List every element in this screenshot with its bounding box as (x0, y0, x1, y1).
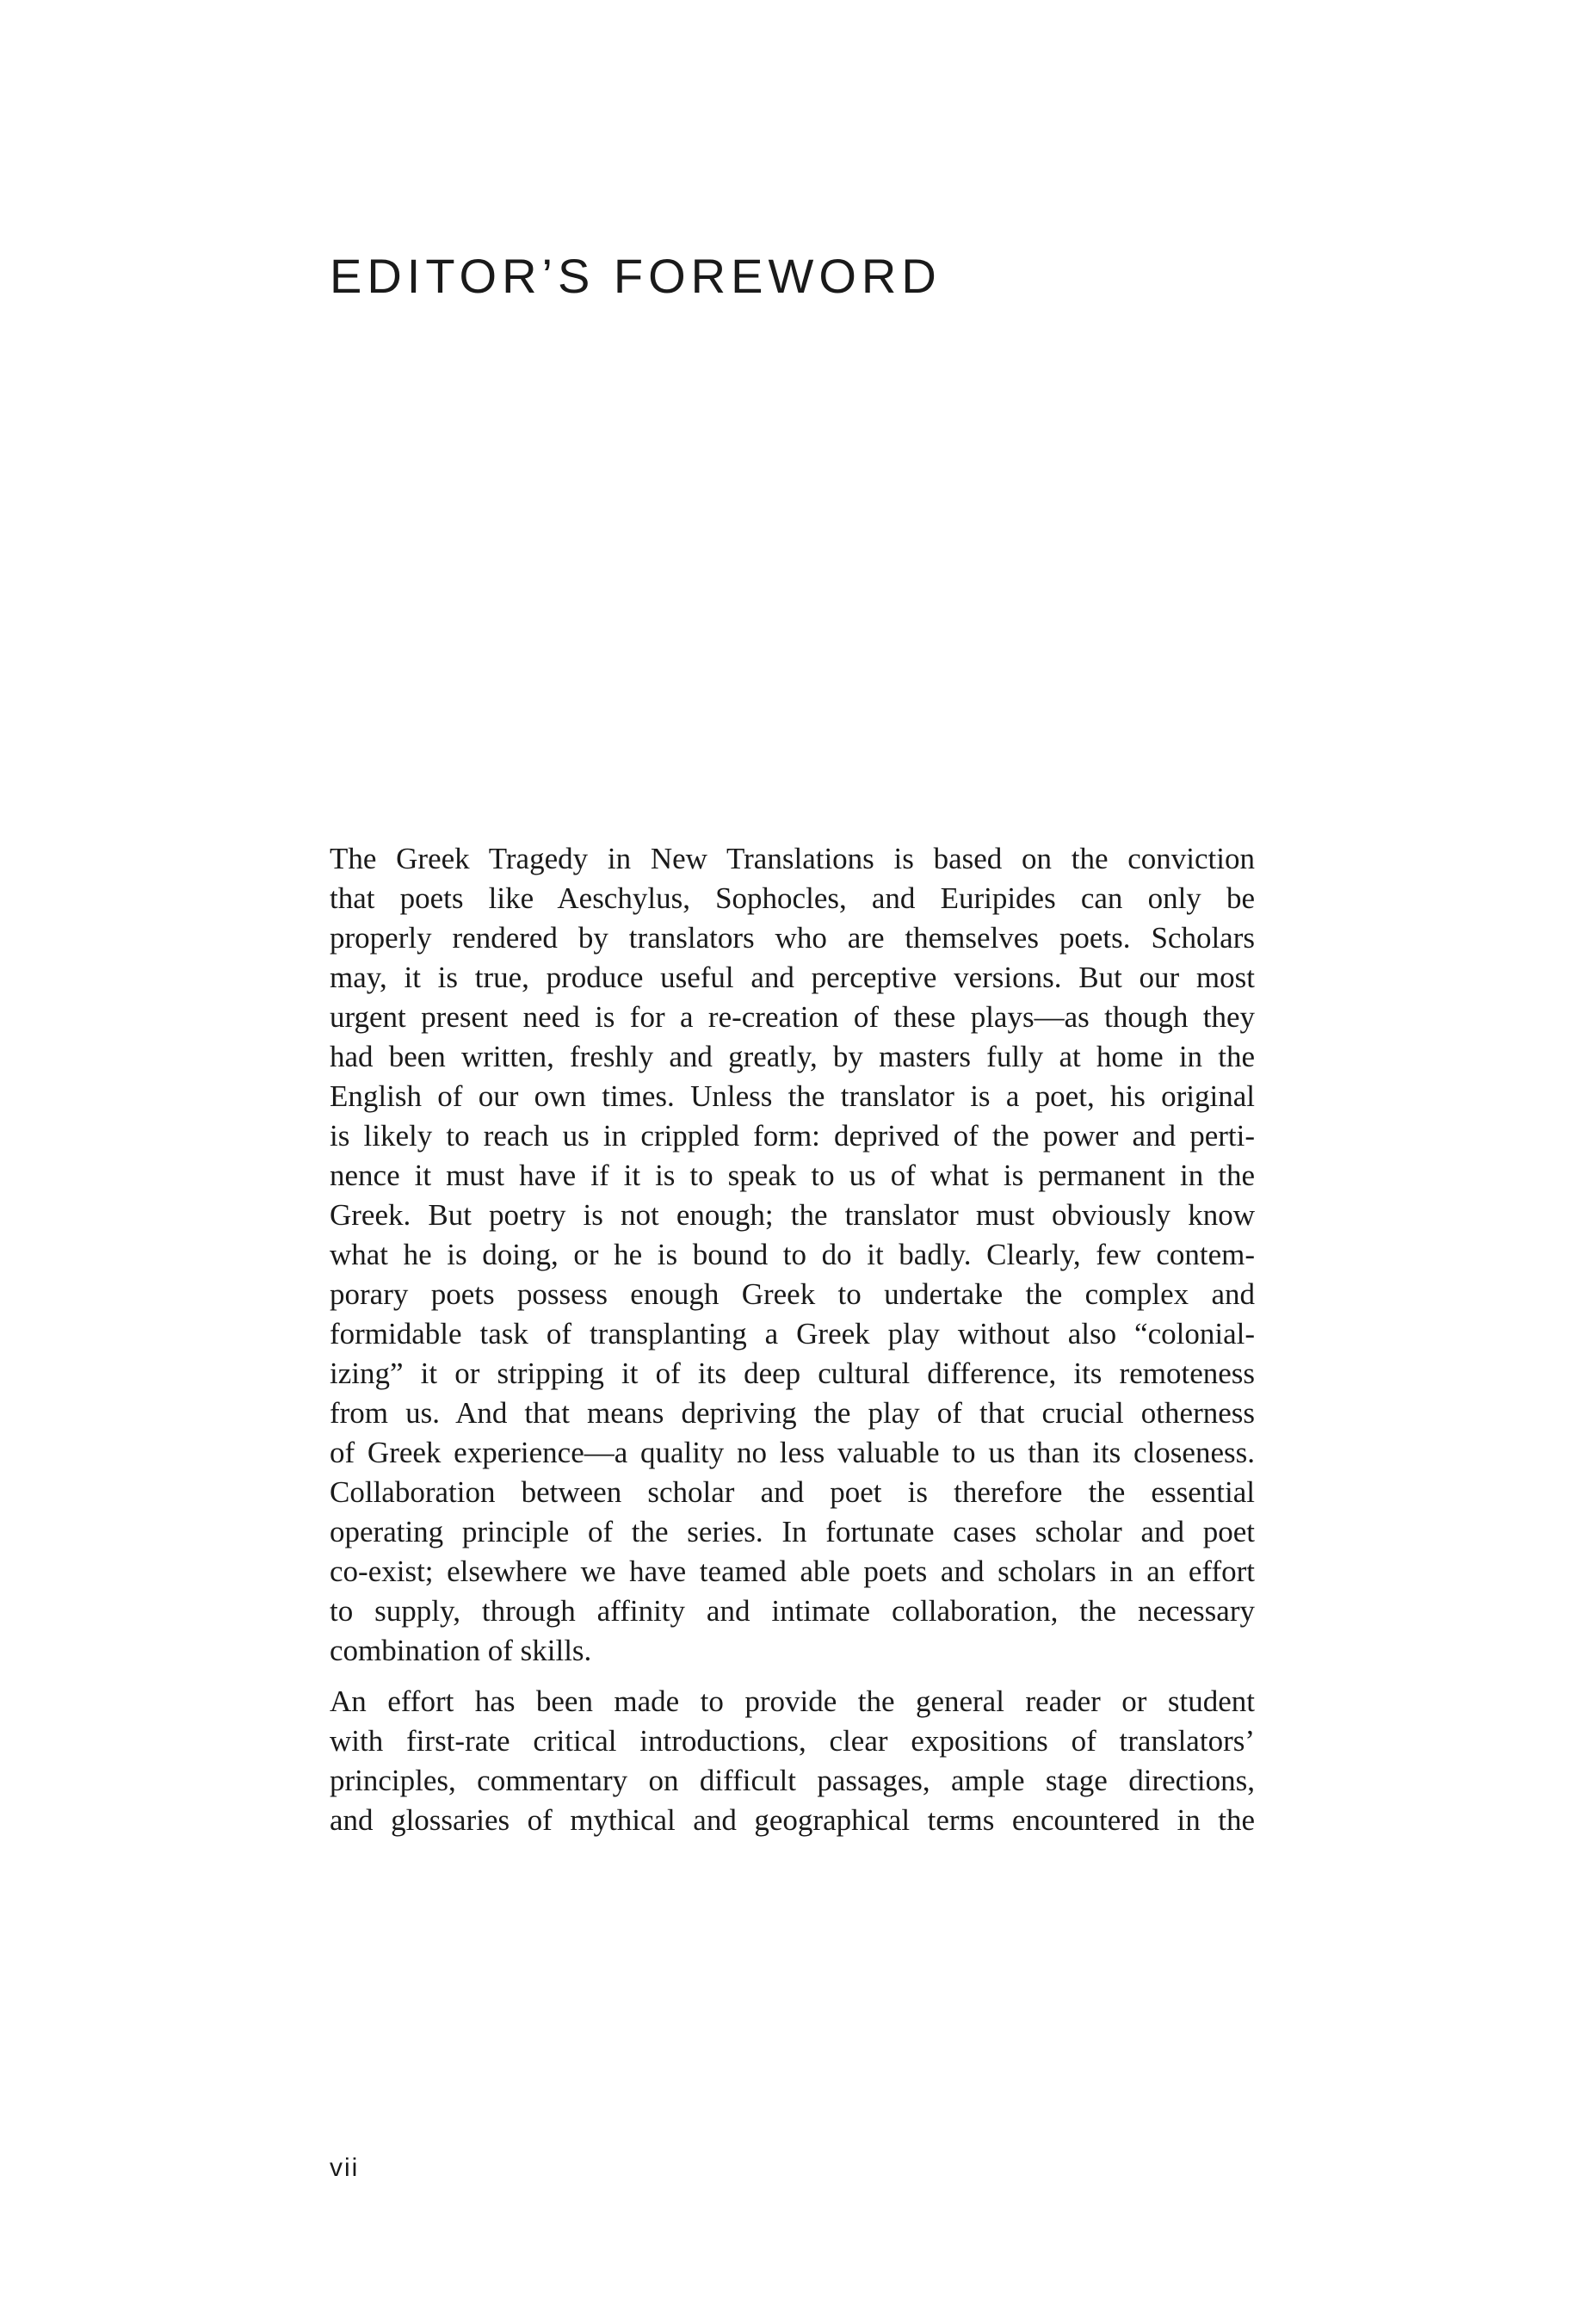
text-line: what he is doing, or he is bound to do it badly. Clearly, few contem- (330, 1238, 1255, 1271)
text-line: An effort has been made to provide the general reader or student (330, 1684, 1255, 1718)
paragraph-2 (330, 1682, 1255, 1840)
text-line: from us. And that means depriving the play of that crucial otherness (330, 1396, 1255, 1430)
text-line: and glossaries of mythical and geographical terms encountered in the (330, 1803, 1255, 1837)
text-line: properly rendered by translators who are themselves poets. Scholars (330, 921, 1255, 955)
foreword-body (330, 839, 1255, 1840)
paragraph-spacer (330, 1671, 1255, 1682)
text-line: principles, commentary on difficult passages, ample stage directions, (330, 1764, 1255, 1797)
text-line: that poets like Aeschylus, Sophocles, and Euripides can only be (330, 881, 1255, 915)
text-line: co-exist; elsewhere we have teamed able poets and scholars in an effort (330, 1554, 1255, 1588)
text-line: formidable task of transplanting a Greek play without also “colonial- (330, 1317, 1255, 1351)
paragraph-1 (330, 839, 1255, 1671)
text-line: to supply, through affinity and intimate collaboration, the necessary (330, 1594, 1255, 1628)
text-line: is likely to reach us in crippled form: deprived of the power and perti- (330, 1119, 1255, 1153)
text-line: had been written, freshly and greatly, by masters fully at home in the (330, 1040, 1255, 1073)
text-line: urgent present need is for a re-creation of these plays—as though they (330, 1000, 1255, 1034)
page-heading: EDITOR’S FOREWORD (330, 249, 942, 303)
text-line: may, it is true, produce useful and perceptive versions. But our most (330, 961, 1255, 994)
text-line: Greek. But poetry is not enough; the translator must obviously know (330, 1198, 1255, 1232)
text-line: Collaboration between scholar and poet is therefore the essential (330, 1475, 1255, 1509)
text-line: porary poets possess enough Greek to undertake the complex and (330, 1277, 1255, 1311)
text-line: with first-rate critical introductions, clear expositions of translators’ (330, 1724, 1255, 1758)
text-line: English of our own times. Unless the translator is a poet, his original (330, 1079, 1255, 1113)
text-line: izing” it or stripping it of its deep cultural difference, its remoteness (330, 1357, 1255, 1390)
text-line: of Greek experience—a quality no less valuable to us than its closeness. (330, 1436, 1255, 1469)
text-line: The Greek Tragedy in New Translations is based on the conviction (330, 842, 1255, 875)
text-line: combination of skills. (330, 1634, 592, 1667)
page-number: vii (330, 2154, 360, 2182)
text-line: nence it must have if it is to speak to us of what is permanent in the (330, 1159, 1255, 1192)
text-line: operating principle of the series. In fortunate cases scholar and poet (330, 1515, 1255, 1548)
